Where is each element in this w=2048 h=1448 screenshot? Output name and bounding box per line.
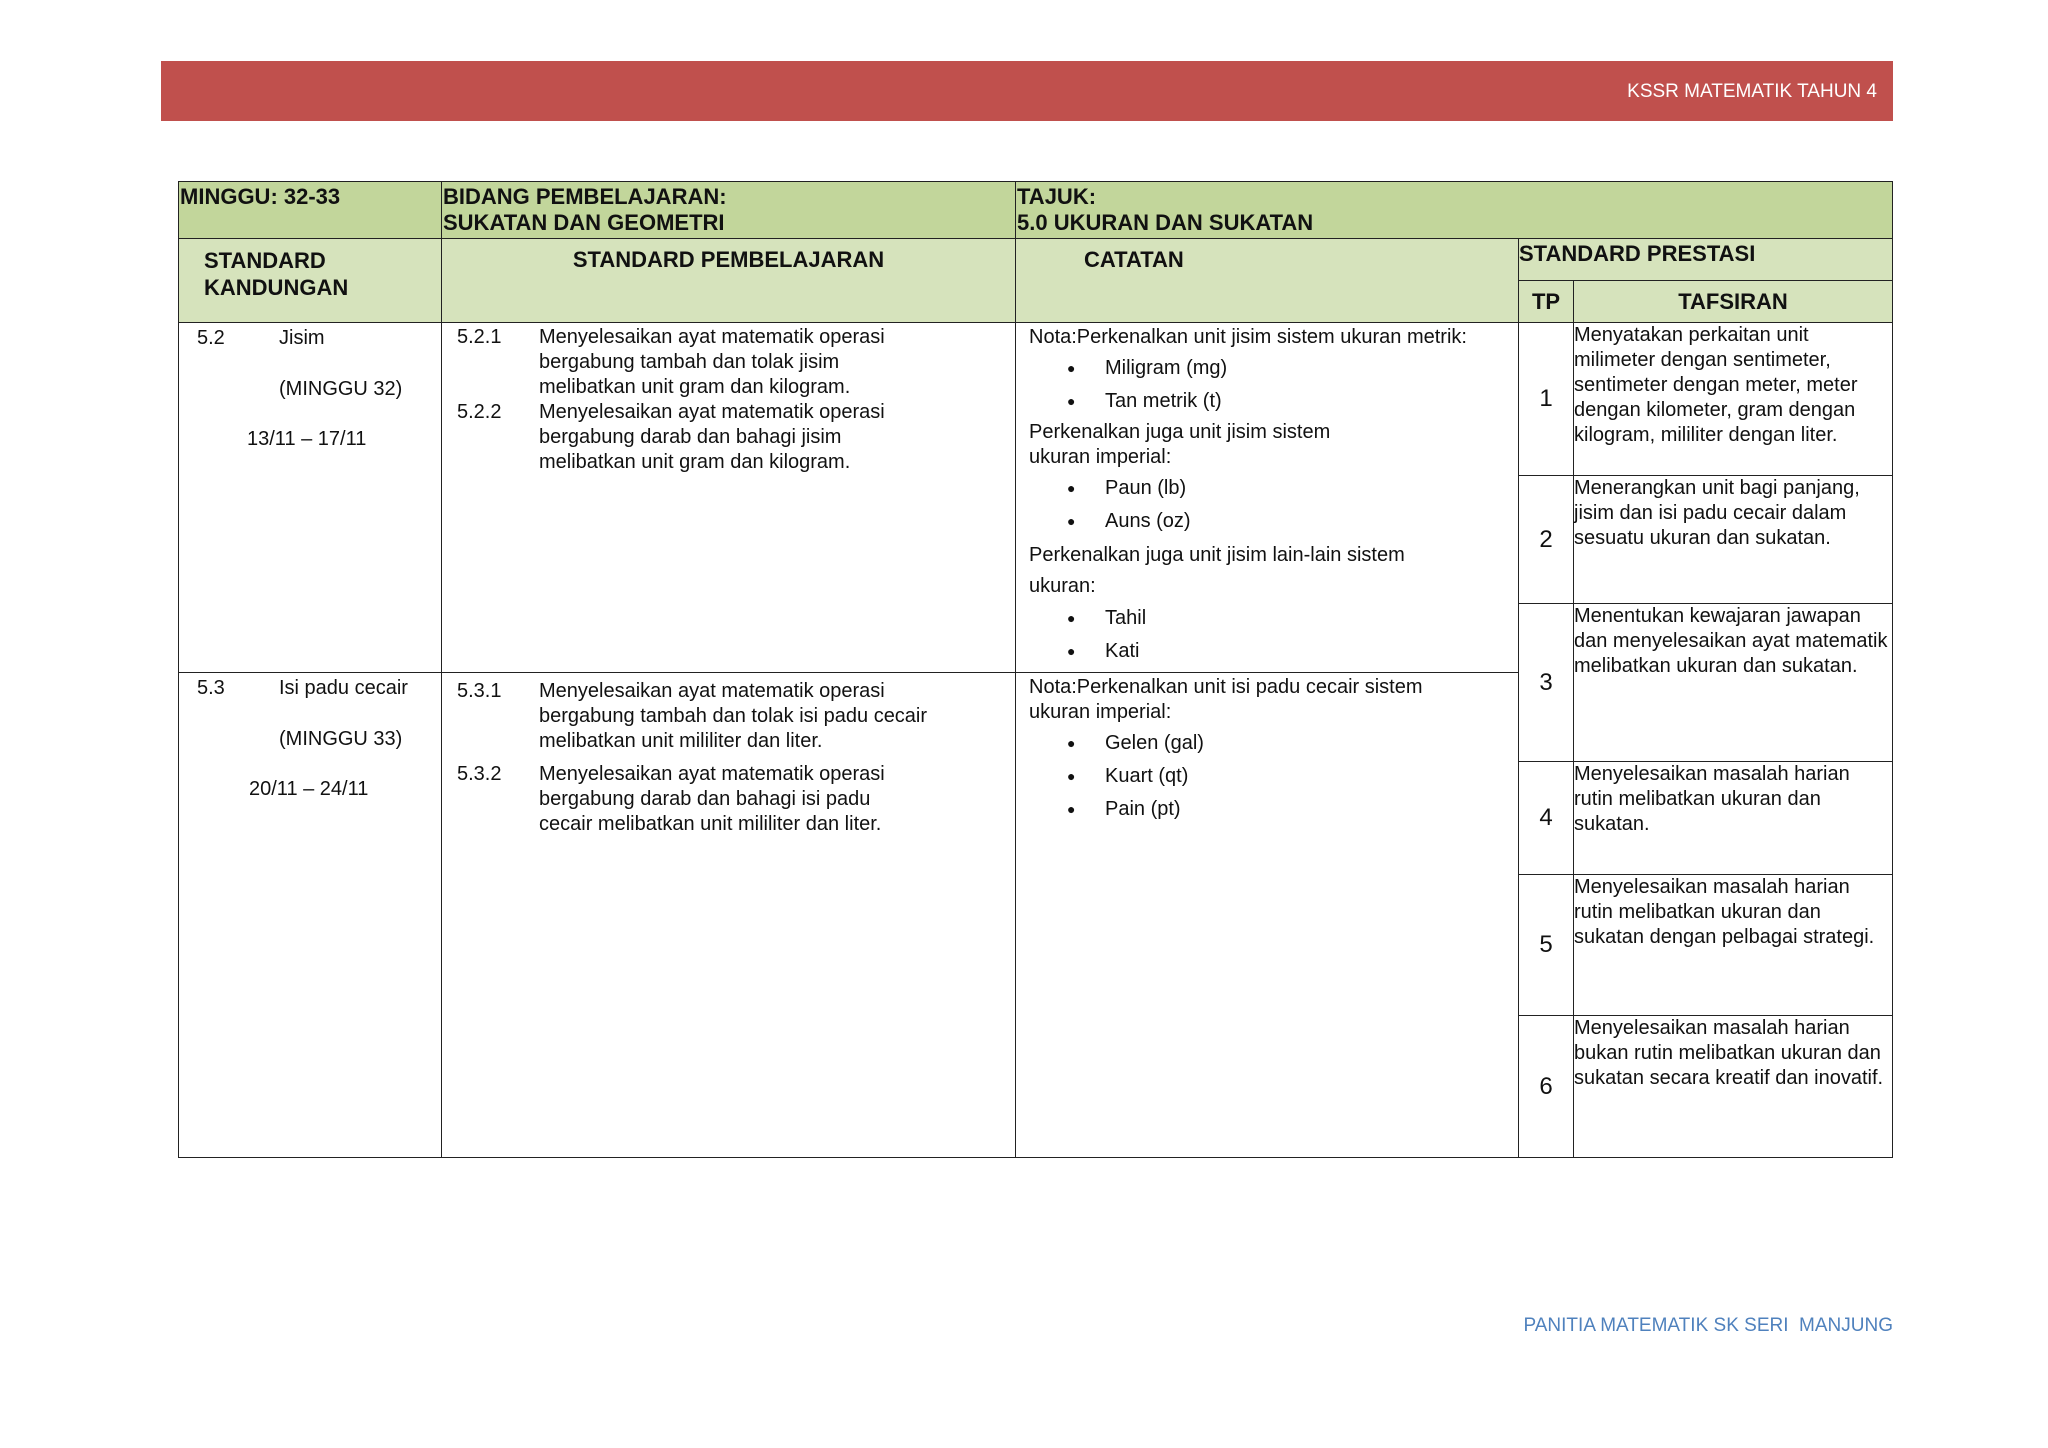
- catatan-nota: Nota:Perkenalkan unit isi padu cecair sistem ukuran imperial:: [1029, 676, 1423, 723]
- list-item: ● Gelen (gal): [1067, 727, 1510, 760]
- tafsiran-text: Menentukan kewajaran jawapan dan menyelesaikan ayat matematik melibatkan ukuran dan sukatan.: [1574, 604, 1893, 762]
- header-banner: [161, 61, 1893, 121]
- tafsiran-text: Menyelesaikan masalah harian bukan rutin melibatkan ukuran dan sukatan secara kreatif dan inovatif.: [1574, 1016, 1893, 1158]
- col-sp-label: STANDARD PEMBELAJARAN: [572, 247, 885, 272]
- sk-date: 13/11 – 17/11: [247, 428, 367, 450]
- sp-text: bergabung darab dan bahagi isi padu cecair melibatkan unit mililiter dan liter.: [539, 788, 882, 835]
- catatan-list: [1029, 602, 1510, 668]
- list-item: ● Tan metrik (t): [1067, 385, 1510, 418]
- list-item: ● Kuart (qt): [1067, 760, 1510, 793]
- bidang-label: BIDANG PEMBELAJARAN:: [443, 184, 727, 209]
- sp-text-line1: Menyelesaikan ayat matematik operasi: [539, 326, 885, 348]
- sp-item: [457, 325, 1007, 400]
- minggu-header: [179, 182, 442, 239]
- minggu-label: MINGGU: 32-33: [180, 184, 341, 209]
- catatan-cell-jisim: [1016, 323, 1519, 673]
- sp-num: 5.2.2: [457, 401, 502, 423]
- col-catatan-label: CATATAN: [1084, 247, 1184, 272]
- sp-cell-jisim: [442, 323, 1016, 673]
- tafsiran-text: Menerangkan unit bagi panjang, jisim dan isi padu cecair dalam sesuatu ukuran dan sukatan.: [1574, 476, 1893, 604]
- col-standard-pembelajaran: [442, 239, 1016, 323]
- sk-num: 5.2: [197, 327, 225, 349]
- col-tafsiran-label: TAFSIRAN: [1678, 288, 1788, 314]
- catatan-para: Perkenalkan juga unit jisim lain-lain sistem ukuran:: [1029, 544, 1405, 597]
- col-sk-line2: KANDUNGAN: [204, 275, 349, 300]
- col-sk-line1: STANDARD: [204, 248, 326, 273]
- bidang-header: [442, 182, 1016, 239]
- sp-num: 5.3.2: [457, 763, 502, 785]
- sp-item: [457, 400, 1007, 475]
- col-standard-prestasi: [1519, 239, 1893, 281]
- header-title: KSSR MATEMATIK TAHUN 4: [1627, 81, 1877, 102]
- tajuk-label: TAJUK:: [1017, 184, 1097, 209]
- list-item: ● Kati: [1067, 635, 1510, 668]
- lesson-plan-table: [178, 181, 1893, 1158]
- sp-num: 5.2.1: [457, 326, 502, 348]
- footer-text: PANITIA MATEMATIK SK SERI MANJUNG: [1523, 1315, 1893, 1336]
- sk-title: Isi padu cecair: [279, 677, 408, 699]
- catatan-list: [1029, 727, 1510, 826]
- col-tp: [1519, 281, 1574, 323]
- bidang-value: SUKATAN DAN GEOMETRI: [443, 210, 725, 235]
- tafsiran-text: Menyelesaikan masalah harian rutin melibatkan ukuran dan sukatan.: [1574, 762, 1893, 875]
- sk-date: 20/11 – 24/11: [249, 778, 369, 800]
- list-item: ● Pain (pt): [1067, 793, 1510, 826]
- sp-text: bergabung tambah dan tolak isi padu cecair melibatkan unit mililiter dan liter.: [539, 705, 928, 752]
- catatan-cell-isi-padu: [1016, 673, 1519, 1158]
- list-item: ● Tahil: [1067, 602, 1510, 635]
- tajuk-header: [1016, 182, 1893, 239]
- col-standard-kandungan: [179, 239, 442, 323]
- sp-text: bergabung darab dan bahagi jisim melibatkan unit gram dan kilogram.: [539, 426, 851, 473]
- sp-item: [457, 762, 1007, 837]
- sp-num: 5.3.1: [457, 680, 502, 702]
- catatan-nota: Nota:Perkenalkan unit jisim sistem ukuran metrik:: [1029, 326, 1467, 348]
- sk-week: (MINGGU 32): [279, 378, 403, 400]
- sk-cell-jisim: [179, 323, 442, 673]
- tp-number: 1: [1519, 323, 1574, 476]
- col-tafsiran: [1574, 281, 1893, 323]
- sk-cell-isi-padu: [179, 673, 442, 1158]
- tajuk-value: 5.0 UKURAN DAN SUKATAN: [1017, 210, 1314, 235]
- tp-number: 6: [1519, 1016, 1574, 1158]
- sp-text-line1: Menyelesaikan ayat matematik operasi: [539, 763, 885, 785]
- tp-number: 3: [1519, 604, 1574, 762]
- col-tp-label: TP: [1531, 288, 1561, 314]
- sp-item: [457, 679, 1007, 754]
- list-item: ● Paun (lb): [1067, 472, 1510, 505]
- list-item: ● Auns (oz): [1067, 505, 1510, 538]
- list-item: ● Miligram (mg): [1067, 352, 1510, 385]
- catatan-para: Perkenalkan juga unit jisim sistem ukuran imperial:: [1029, 421, 1331, 468]
- tafsiran-text: Menyatakan perkaitan unit milimeter dengan sentimeter, sentimeter dengan meter, meter dengan kilometer, gram dengan kilogram, mililiter dengan liter.: [1574, 323, 1893, 476]
- sp-text-line1: Menyelesaikan ayat matematik operasi: [539, 680, 885, 702]
- tp-number: 5: [1519, 875, 1574, 1016]
- sk-num: 5.3: [197, 677, 225, 699]
- sk-week: (MINGGU 33): [279, 728, 403, 750]
- col-catatan: [1016, 239, 1519, 323]
- catatan-list: [1029, 352, 1510, 418]
- col-prestasi-label: STANDARD PRESTASI: [1519, 241, 1756, 266]
- tafsiran-text: Menyelesaikan masalah harian rutin melibatkan ukuran dan sukatan dengan pelbagai strategi.: [1574, 875, 1893, 1016]
- tp-number: 2: [1519, 476, 1574, 604]
- catatan-list: [1029, 472, 1510, 538]
- sk-title: Jisim: [279, 327, 325, 349]
- sp-cell-isi-padu: [442, 673, 1016, 1158]
- sp-text-line1: Menyelesaikan ayat matematik operasi: [539, 401, 885, 423]
- tp-number: 4: [1519, 762, 1574, 875]
- sp-text: bergabung tambah dan tolak jisim melibatkan unit gram dan kilogram.: [539, 351, 851, 398]
